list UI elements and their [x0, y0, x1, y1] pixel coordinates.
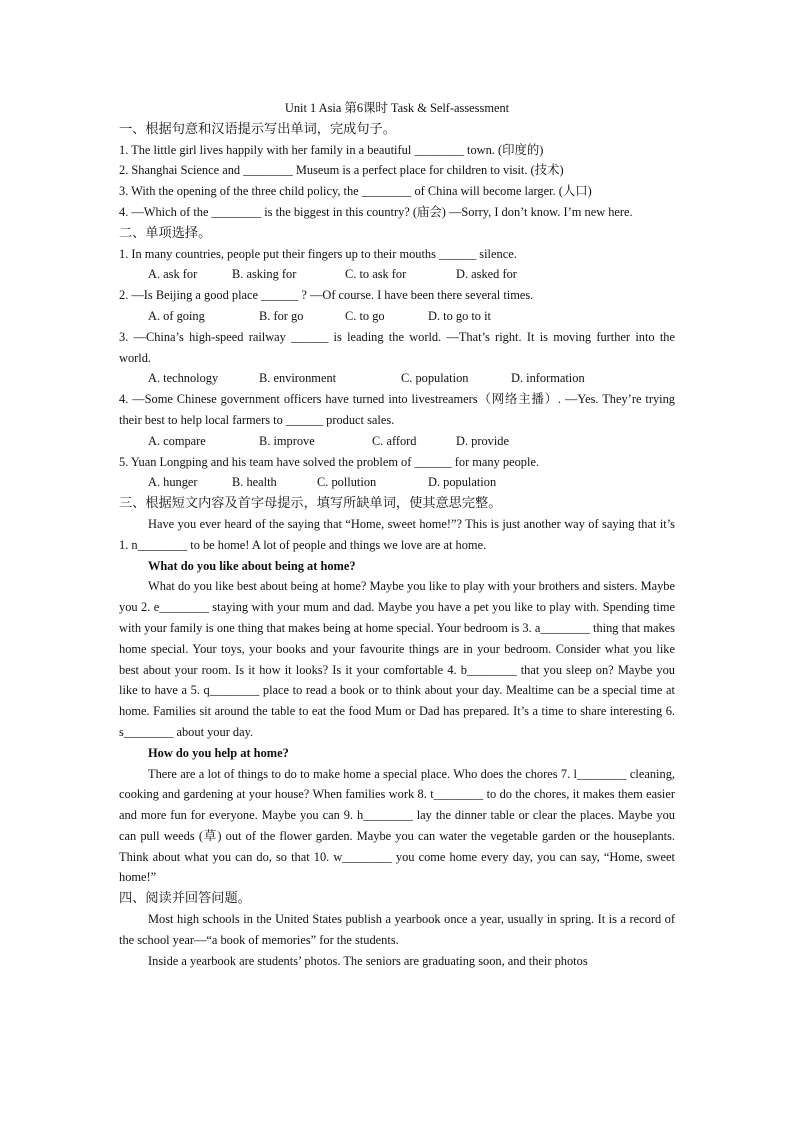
section1-heading: 一、根据句意和汉语提示写出单词，完成句子。: [119, 120, 396, 136]
section3-heading: 三、根据短文内容及首字母提示，填写所缺单词，使其意思完整。: [119, 495, 502, 511]
option-d: D. provide: [456, 433, 509, 448]
option-a: A. ask for: [148, 267, 198, 282]
option-b: B. improve: [259, 433, 315, 448]
option-b: B. asking for: [232, 267, 297, 282]
cloze-intro: Have you ever heard of the saying that “Home, sweet home!”? This is just another way of saying that it’s 1. n________ to be home! A lot of people and things we love are at home.: [119, 516, 675, 552]
question-stem: 3. —China’s high-speed railway ______ is leading the world. —That’s right. It is moving further into the world.: [119, 329, 675, 365]
question-options: [119, 472, 675, 493]
option-d: D. population: [428, 475, 497, 490]
option-b: B. health: [232, 475, 277, 490]
reading-paragraph: Most high schools in the United States publish a yearbook once a year, usually in spring. It is a record of the school year—“a book of memories” for the students.: [119, 912, 675, 947]
worksheet-content: [119, 98, 675, 971]
section1-item: 4. —Which of the ________ is the biggest in this country? (庙会) —Sorry, I don’t know. I’m new here.: [119, 204, 633, 219]
reading-paragraph: Inside a yearbook are students’ photos. The seniors are graduating soon, and their photos: [148, 953, 588, 968]
option-c: C. afford: [372, 433, 417, 448]
question-stem: 4. —Some Chinese government officers have turned into livestreamers（网络主播）. —Yes. They’re trying their best to help local farmers to ______ product sales.: [119, 392, 675, 427]
question-stem: 2. —Is Beijing a good place ______ ? —Of course. I have been there several times.: [119, 288, 534, 303]
option-a: A. compare: [148, 433, 206, 448]
cloze-paragraph: What do you like best about being at home? Maybe you like to play with your brothers and sisters. Maybe you 2. e________ staying with your mum and dad. Maybe you have a pet you like to play with. Spending time with your family is one thing that makes being at home special. Your bedroom is 3. a________ thing that makes home special. Your toys, your books and your favourite things are in your bedroom. Consider what you like best about your room. Is it how it looks? Is it your comfortable 4. b________ that you sleep on? Maybe you like to have a 5. q________ place to read a book or to think about your day. Mealtime can be a special time at home. Families sit around the table to eat the food Mum or Dad has prepared. It’s a time to share interesting 6. s________ about your day.: [119, 579, 675, 739]
option-a: A. of going: [148, 308, 205, 323]
cloze-subheading: How do you help at home?: [148, 745, 289, 760]
section1-item: 2. Shanghai Science and ________ Museum is a perfect place for children to visit. (技术): [119, 163, 564, 178]
section4-heading: 四、阅读并回答问题。: [119, 890, 251, 906]
page-title: Unit 1 Asia 第6课时 Task & Self-assessment: [284, 101, 510, 115]
option-c: C. population: [401, 371, 469, 386]
option-a: A. hunger: [148, 475, 198, 490]
option-a: A. technology: [148, 371, 219, 386]
option-c: C. pollution: [317, 475, 377, 490]
section2-heading: 二、单项选择。: [119, 224, 212, 240]
question-options: [119, 368, 675, 389]
cloze-paragraph: There are a lot of things to do to make home a special place. Who does the chores 7. l________ cleaning, cooking and gardening at your house? When families work 8. t________ to do the chores, it makes them easier and more fun for everyone. Maybe you can 9. h________ lay the dinner table or clear the places. Maybe you can pull weeds (草) out of the flower garden. Maybe you can water the vegetable garden or the houseplants. Think about what you can do, so that 10. w________ you come home every day, you can say, “Home, sweet home!”: [119, 766, 675, 885]
question-stem: 5. Yuan Longping and his team have solved the problem of ______ for many people.: [119, 454, 540, 469]
option-d: D. asked for: [456, 267, 517, 282]
option-d: D. to go to it: [428, 308, 491, 323]
question-options: [119, 264, 675, 285]
question-options: [119, 431, 675, 452]
option-d: D. information: [511, 371, 585, 386]
option-b: B. environment: [259, 371, 337, 386]
question-options: [119, 306, 675, 327]
option-b: B. for go: [259, 308, 304, 323]
section1-item: 1. The little girl lives happily with her family in a beautiful ________ town. (印度的): [119, 142, 544, 157]
option-c: C. to ask for: [345, 267, 407, 282]
question-stem: 1. In many countries, people put their fingers up to their mouths ______ silence.: [119, 246, 517, 261]
cloze-subheading: What do you like about being at home?: [148, 558, 356, 573]
section1-item: 3. With the opening of the three child policy, the ________ of China will become larger. (人口): [119, 184, 592, 199]
option-c: C. to go: [345, 308, 385, 323]
